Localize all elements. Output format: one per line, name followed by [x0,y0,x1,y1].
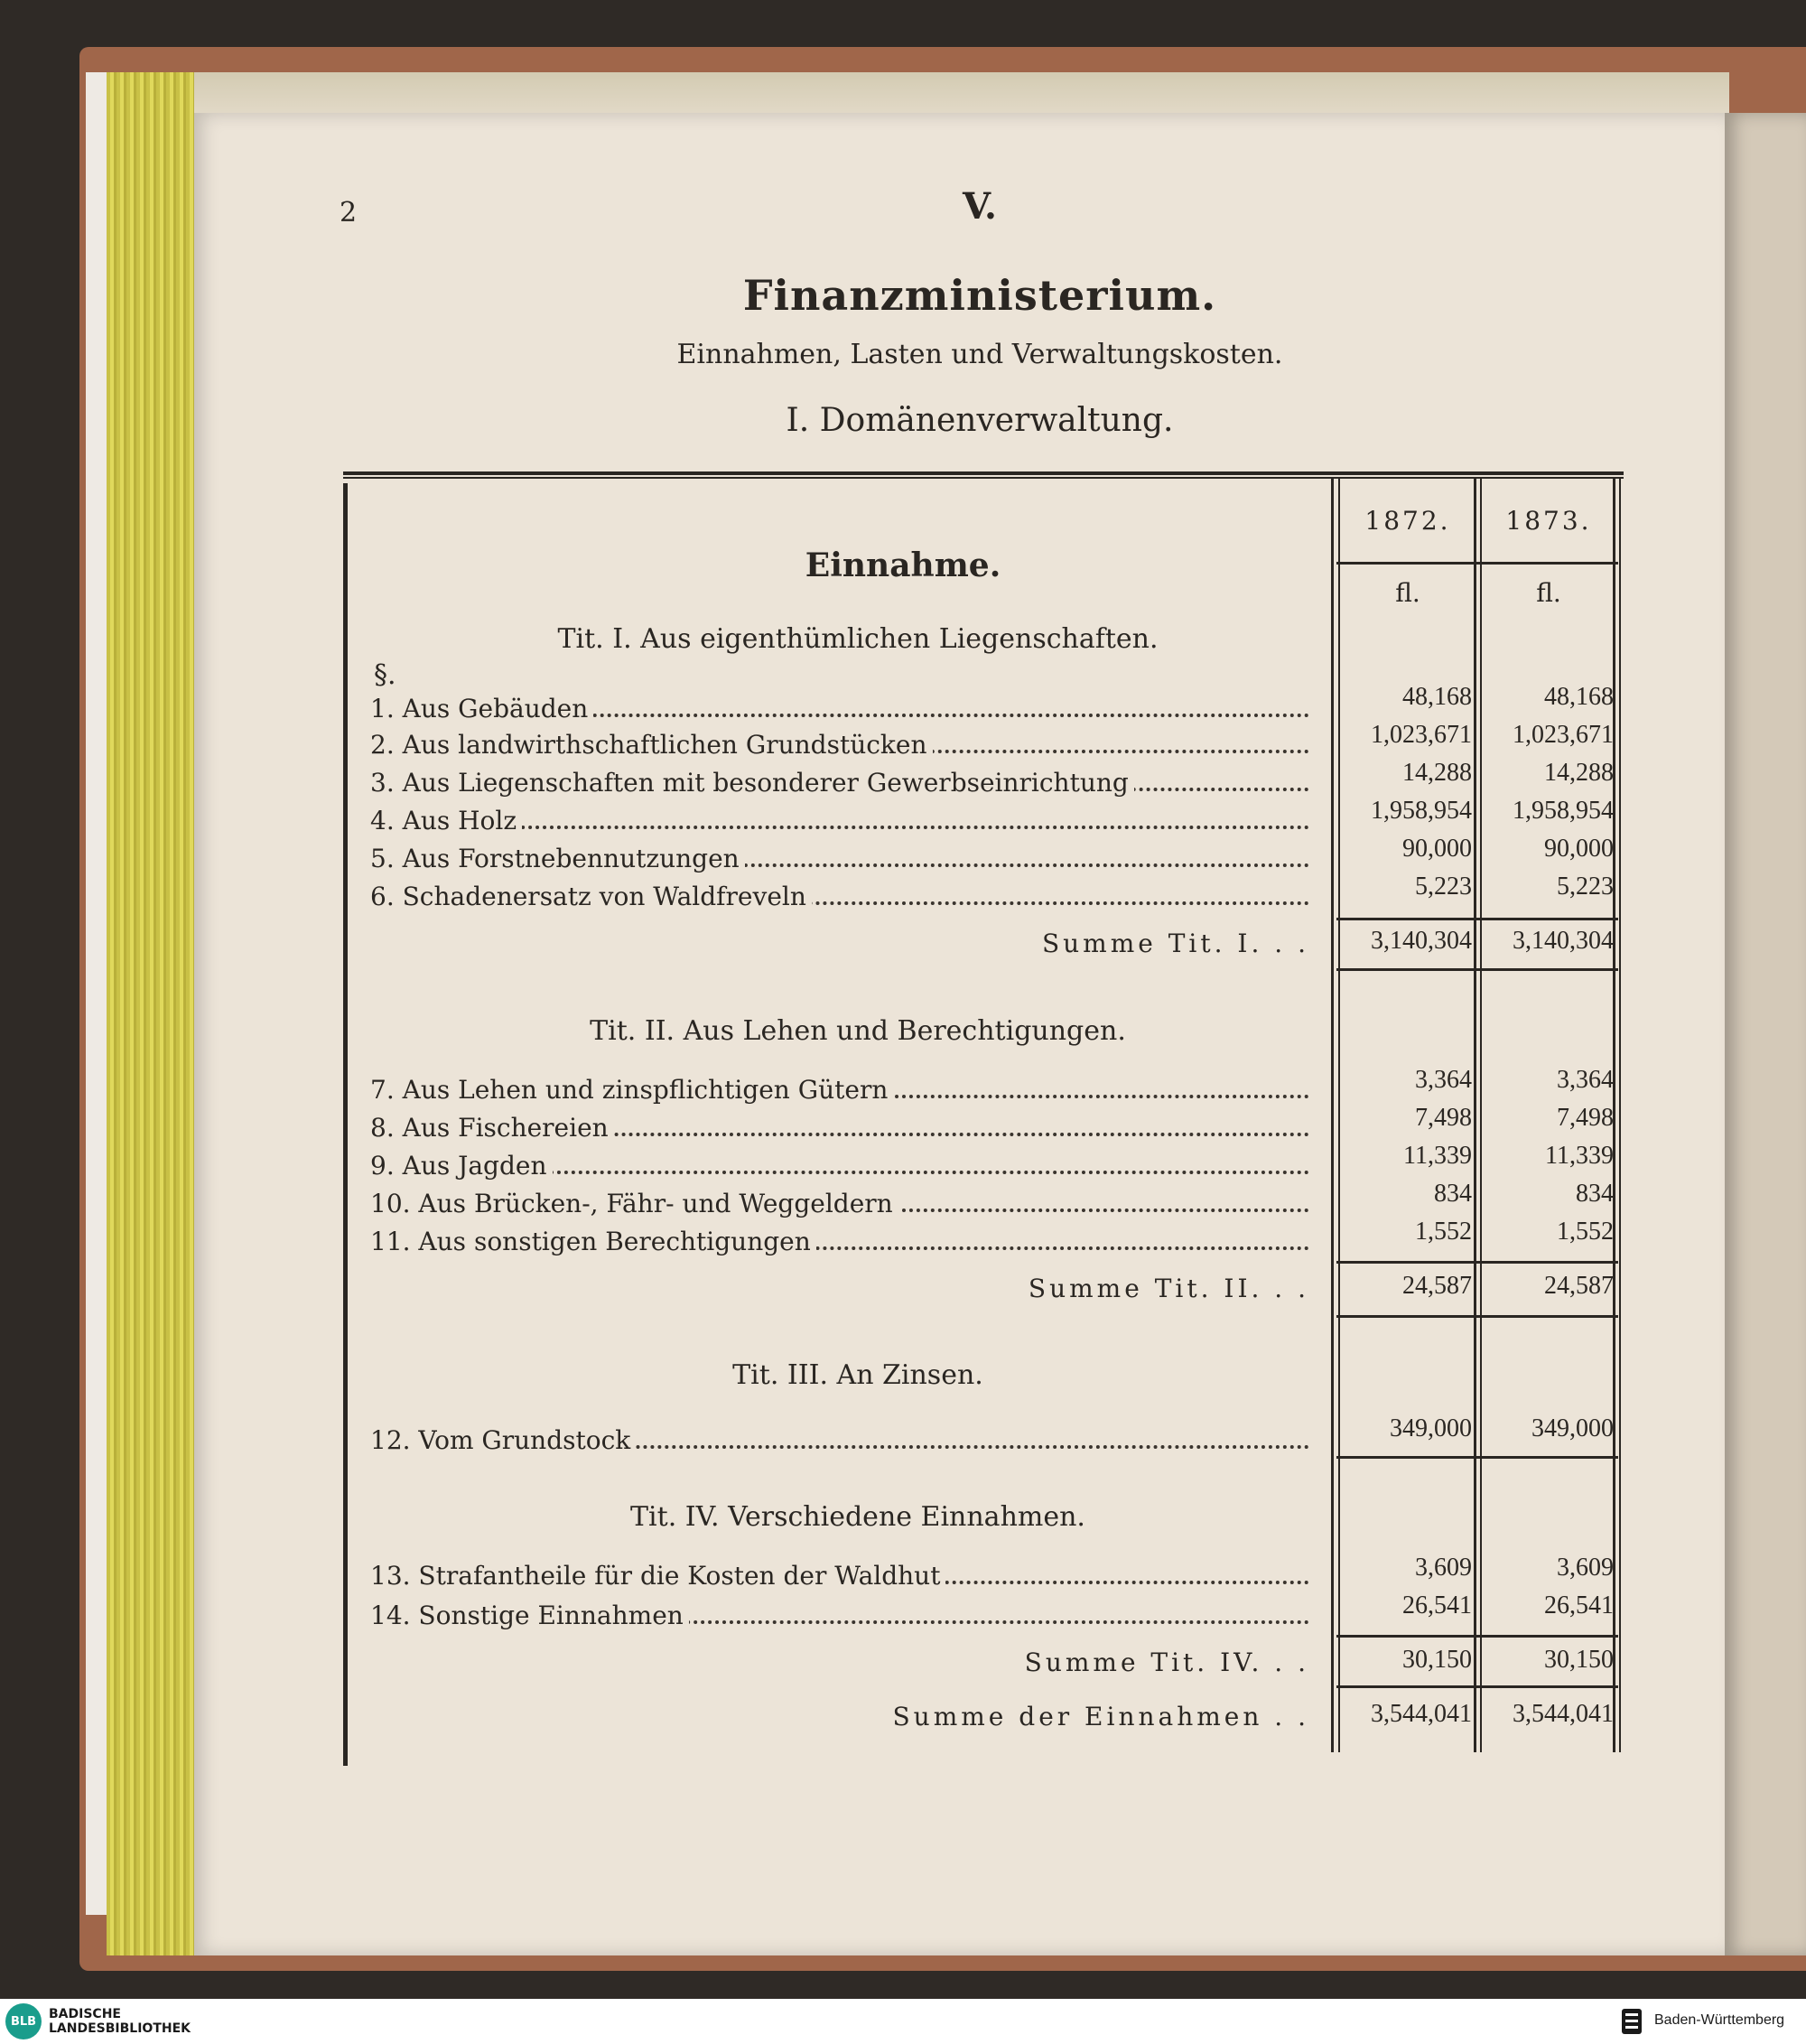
tit1-sum-1872: 3,140,304 [1371,927,1472,955]
tit4-sum-rule [1336,1635,1618,1638]
tit1-sum-label: Summe Tit. I. . . [1041,929,1309,958]
baden-wuerttemberg-crest-icon [1616,2006,1647,2037]
blb-name-line1: BADISCHE [49,2007,121,2021]
column-rule-2 [1474,479,1476,1752]
table-row [370,844,1309,880]
table-row [370,730,1309,766]
table-row [370,768,1309,804]
row-label: 7. Aus Lehen und zinspflichtigen Gütern [370,1075,893,1105]
paragraph-sign: §. [374,659,396,691]
tit1-sum-1873: 3,140,304 [1513,927,1614,955]
tit2-sum-1872: 24,587 [1402,1272,1472,1300]
value-1872: 3,364 [1415,1066,1472,1094]
value-1873: 90,000 [1544,835,1614,863]
tit4-sum-1872: 30,150 [1402,1646,1472,1674]
row-label: 10. Aus Brücken-, Fähr- und Weggeldern [370,1189,898,1218]
value-1873: 834 [1576,1180,1614,1208]
table-left-rule [343,483,348,1766]
value-1872: 90,000 [1402,835,1472,863]
unit-1873: fl. [1536,578,1561,608]
next-page-edge [1725,113,1806,1955]
blb-logo[interactable]: BLB [5,2003,42,2039]
blb-name[interactable] [49,2007,191,2036]
row-label: 4. Aus Holz [370,806,522,835]
tit2-sum-1873: 24,587 [1544,1272,1614,1300]
table-row [370,806,1309,842]
year-1873: 1873. [1505,506,1592,536]
value-1872: 26,541 [1402,1591,1472,1619]
column-rule-3b [1619,479,1621,1752]
unit-1872: fl. [1395,578,1420,608]
einnahme-heading: Einnahme. [805,546,1001,584]
table-row [370,882,1309,918]
table-row [370,1151,1309,1187]
total-1873: 3,544,041 [1513,1700,1614,1728]
tit1-end-rule [1336,968,1618,971]
tit1-title: Tit. I. Aus eigenthümlichen Liegenschaften. [557,623,1159,655]
footer-bar [0,1999,1806,2044]
tit1-sum-rule [1336,918,1618,920]
row-label: 6. Schadenersatz von Waldfreveln [370,882,812,911]
value-1872: 1,552 [1415,1218,1472,1246]
value-1873: 26,541 [1544,1591,1614,1619]
value-1872: 1,958,954 [1371,797,1472,825]
section-heading: I. Domänenverwaltung. [786,402,1174,439]
value-1873: 1,023,671 [1513,721,1614,749]
page-subtitle: Einnahmen, Lasten und Verwaltungskosten. [676,339,1283,370]
page-title: Finanzministerium. [742,271,1217,320]
table-row [370,1561,1309,1597]
value-1872: 834 [1434,1180,1472,1208]
row-label: 13. Strafantheile für die Kosten der Waldhut [370,1561,945,1591]
value-1873: 14,288 [1544,759,1614,787]
total-label: Summe der Einnahmen . . [892,1702,1309,1731]
value-1872: 14,288 [1402,759,1472,787]
value-1872: 349,000 [1390,1414,1472,1442]
value-1872: 5,223 [1415,873,1472,901]
total-1872: 3,544,041 [1371,1700,1472,1728]
table-row [370,1075,1309,1111]
row-label: 9. Aus Jagden [370,1151,553,1181]
row-label: 3. Aus Liegenschaften mit besonderer Gewerbseinrichtung [370,768,1134,798]
tit2-title: Tit. II. Aus Lehen und Berechtigungen. [590,1015,1126,1047]
value-1873: 349,000 [1531,1414,1614,1442]
value-1873: 1,958,954 [1513,797,1614,825]
table-row [370,1601,1309,1637]
value-1872: 7,498 [1415,1104,1472,1132]
tit2-sum-label: Summe Tit. II. . . [1028,1274,1309,1303]
baden-wuerttemberg-label[interactable]: Baden-Württemberg [1654,2012,1785,2028]
tit2-sum-rule [1336,1261,1618,1264]
column-rule-1 [1331,479,1334,1752]
row-label: 1. Aus Gebäuden [370,694,593,723]
tit3-end-rule [1336,1456,1618,1459]
tit4-sum-1873: 30,150 [1544,1646,1614,1674]
year-1872: 1872. [1364,506,1451,536]
chapter-numeral: V. [963,185,997,228]
value-1873: 7,498 [1557,1104,1614,1132]
tit4-sum-label: Summe Tit. IV. . . [1024,1647,1309,1677]
value-1872: 11,339 [1403,1142,1472,1170]
total-rule [1336,1685,1618,1688]
value-1873: 3,364 [1557,1066,1614,1094]
row-label: 14. Sonstige Einnahmen [370,1601,689,1630]
value-1873: 1,552 [1557,1218,1614,1246]
table-row [370,694,1309,730]
value-1873: 48,168 [1544,683,1614,711]
value-1873: 3,609 [1557,1554,1614,1582]
table-row [370,1425,1309,1461]
row-label: 12. Vom Grundstock [370,1425,636,1455]
value-1872: 3,609 [1415,1554,1472,1582]
tit4-title: Tit. IV. Verschiedene Einnahmen. [630,1501,1085,1533]
value-1872: 1,023,671 [1371,721,1472,749]
table-row [370,1189,1309,1225]
value-1873: 11,339 [1545,1142,1614,1170]
row-label: 11. Aus sonstigen Berechtigungen [370,1227,816,1256]
page-number: 2 [340,197,358,229]
value-1872: 48,168 [1402,683,1472,711]
table-row [370,1227,1309,1263]
row-label: 8. Aus Fischereien [370,1113,614,1143]
tit3-title: Tit. III. An Zinsen. [732,1359,983,1391]
table-row [370,1113,1309,1149]
value-1873: 5,223 [1557,873,1614,901]
row-label: 5. Aus Forstnebennutzungen [370,844,745,873]
row-label: 2. Aus landwirthschaftlichen Grundstücken [370,730,933,760]
blb-name-line2: LANDESBIBLIOTHEK [49,2021,191,2036]
table-top-rule [343,471,1624,479]
tit2-end-rule [1336,1315,1618,1318]
